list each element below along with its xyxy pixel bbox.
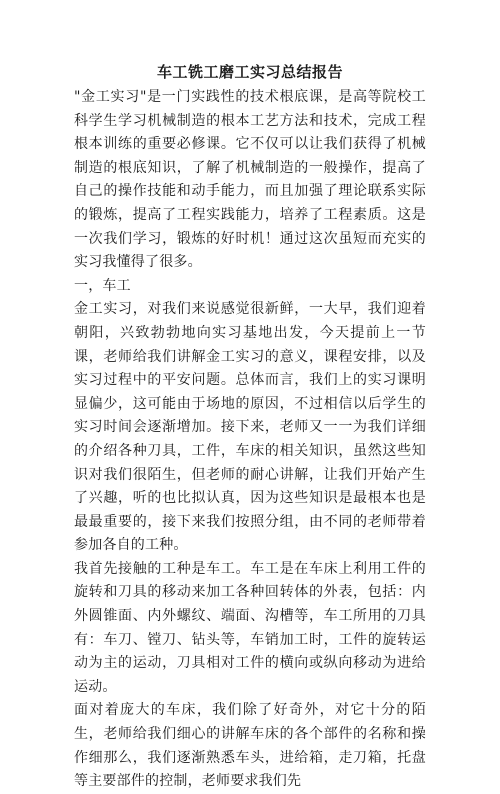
section-heading-lathe: 一，车工 — [74, 277, 131, 294]
paragraph-lathe-work: 我首先接触的工种是车工。车工是在车床上利用工件的旋转和刀具的移动来加工各种回转体的外表，包括：内外圆锥面、内外螺纹、端面、沟槽等，车工所用的刀具有：车刀、镗刀、钻头等，车销加工时，工件的旋转运动为主的运动，刀具相对工件的横向或纵向移动为进给运动。 — [74, 560, 426, 695]
document-title: 车工铣工磨工实习总结报告 — [156, 63, 343, 81]
paragraph-lathe-parts: 面对着庞大的车床，我们除了好奇外，对它十分的陌生，老师给我们细心的讲解车床的各个部件的名称和操作细那么，我们逐渐熟悉车头，进给箱，走刀箱，托盘等主要部件的控制，老师要求我们先 — [74, 702, 426, 790]
paragraph-lathe-intro: 金工实习，对我们来说感觉很新鲜，一大早，我们迎着朝阳，兴致勃勃地向实习基地出发，今天提前上一节课，老师给我们讲解金工实习的意义，课程安排，以及实习过程中的平安问题。总体而言，我们上的实习课明显偏少，这可能由于场地的原因，不过相信以后学生的实习时间会逐渐增加。接下来，老师又一一为我们详细的介绍各种刀具，工件，车床的相关知识，虽然这些知识对我们很陌生，但老师的耐心讲解，让我们开始产生了兴趣，听的也比拟认真，因为这些知识是最根本也是最最重要的，接下来我们按照分组，由不同的老师带着参加各自的工种。 — [74, 301, 426, 554]
paragraph-intro: "金工实习"是一门实践性的技术根底课，是高等院校工科学生学习机械制造的根本工艺方法和技术，完成工程根本训练的重要必修课。它不仅可以让我们获得了机械制造的根底知识，了解了机械制造的一般操作，提高了自己的操作技能和动手能力，而且加强了理论联系实际的锻炼，提高了工程实践能力，培养了工程素质。这是一次我们学习，锻炼的好时机！通过这次虽短而充实的实习我懂得了很多。 — [74, 89, 426, 271]
